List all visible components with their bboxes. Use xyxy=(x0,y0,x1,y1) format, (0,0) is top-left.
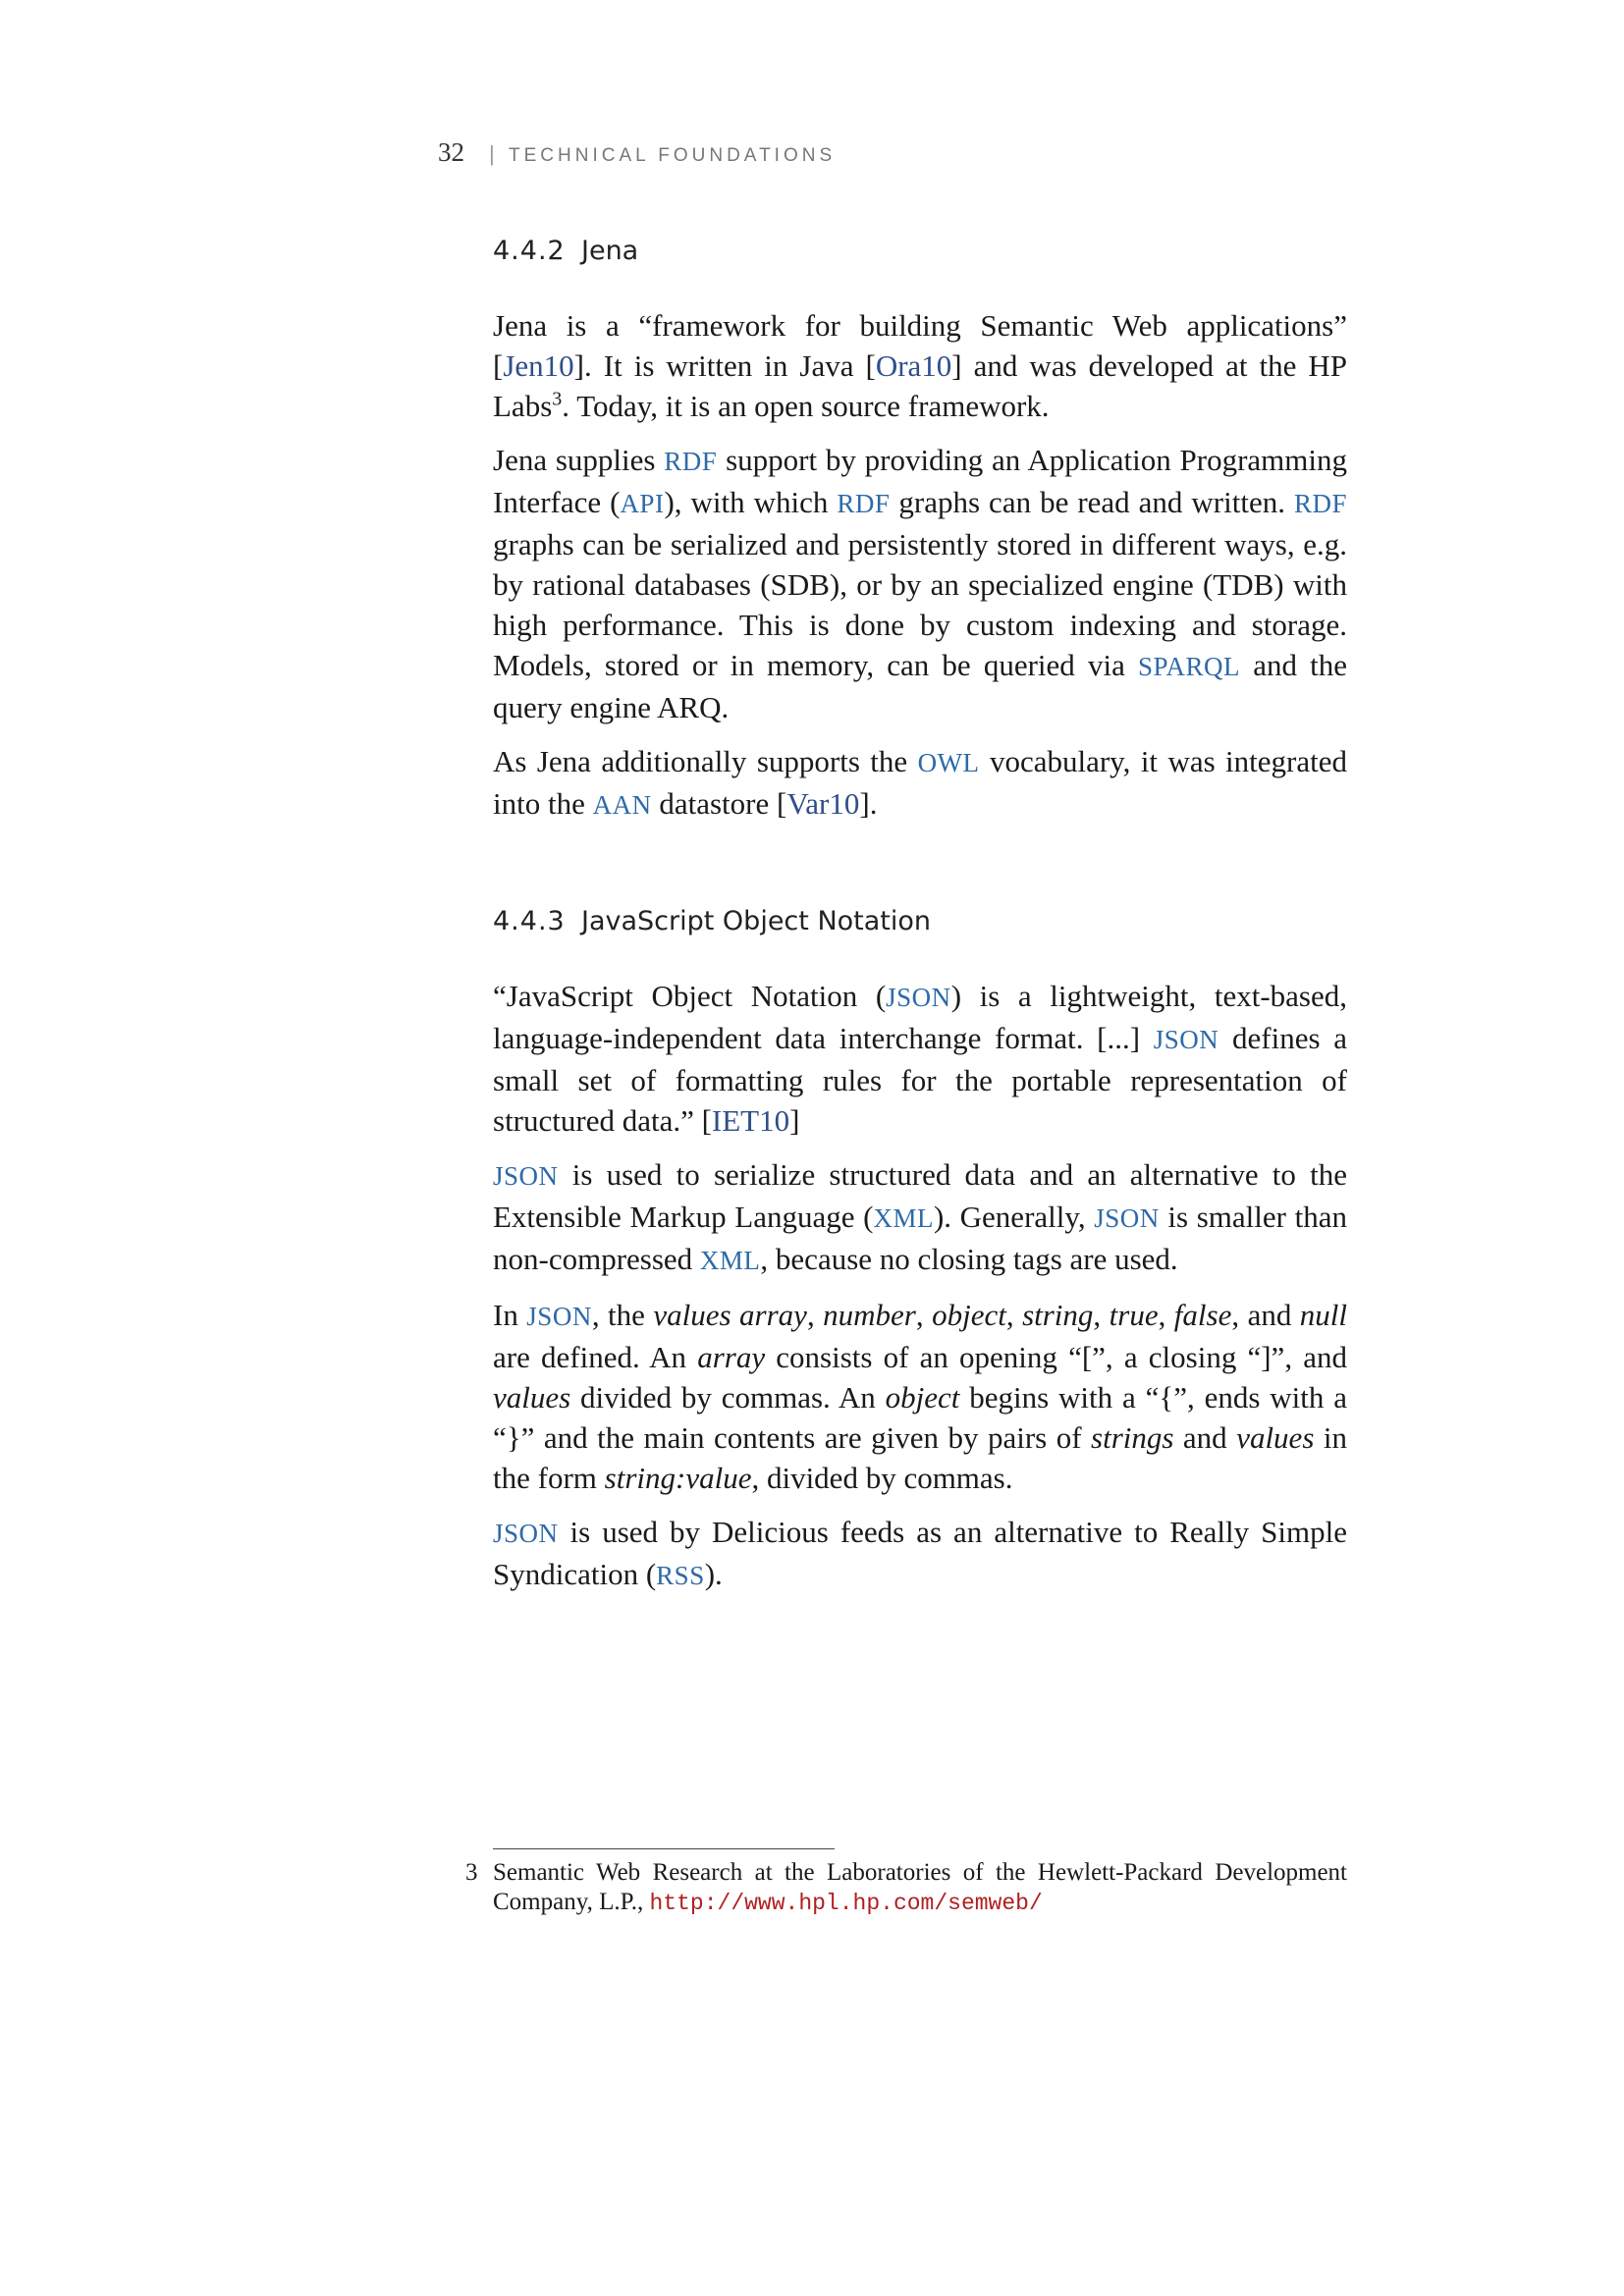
citation-link[interactable]: Jen10 xyxy=(503,348,574,383)
section-title: JavaScript Object Notation xyxy=(581,906,932,936)
paragraph: In JSON, the values array, number, object, string, true, false, and null are defined. An array consists of an opening “[”, a closing “]”, and values divided by commas. An object begins with a “{”, ends with a “}” and the main contents are given by pairs of strings and values in the form string:value, divided by commas. xyxy=(493,1298,1348,1495)
acronym-link[interactable]: JSON xyxy=(493,1519,559,1548)
citation-link[interactable]: Var10 xyxy=(786,786,860,821)
paragraph: As Jena additionally supports the OWL vocabulary, it was integrated into the AAN datastore [Var10]. xyxy=(493,744,1347,821)
footnote-text: Semantic Web Research at the Laboratories of the Hewlett-Packard Development Company, L.P., xyxy=(493,1859,1347,1915)
acronym-link[interactable]: JSON xyxy=(1094,1203,1160,1233)
acronym-link[interactable]: AAN xyxy=(592,790,652,820)
section-title: Jena xyxy=(581,236,639,266)
footnote-url[interactable]: http://www.hpl.hp.com/semweb/ xyxy=(649,1891,1043,1916)
paragraph: Jena supplies RDF support by providing an Application Programming Interface (API), with which RDF graphs can be read and written. RDF graphs can be serialized and persistently stored in different ways, e.g. by rational databases (SDB), or by an specialized engine (TDB) with high performance. This is done by custom indexing and storage. Models, stored or in memory, can be queried via SPARQL and the query engine ARQ. xyxy=(493,443,1347,724)
section-heading-json xyxy=(493,906,1347,936)
acronym-link[interactable]: RDF xyxy=(837,489,891,518)
footnote-body xyxy=(493,1858,1347,1918)
page-number: 32 xyxy=(438,137,464,167)
running-head xyxy=(438,137,1420,177)
footnote-mark: 3 xyxy=(465,1859,478,1886)
page-body xyxy=(493,226,1347,1596)
paragraph: Jena is a “framework for building Semantic Web applications” [Jen10]. It is written in Java [Ora10] and was developed at the HP Labs$^3$. Today, it is an open source framework. xyxy=(493,308,1347,423)
paragraph: JSON is used to serialize structured data and an alternative to the Extensible Markup Language (XML). Generally, JSON is smaller than non-compressed XML, because no closing tags are used. xyxy=(493,1157,1347,1276)
acronym-link[interactable]: JSON xyxy=(526,1302,592,1331)
acronym-link[interactable]: RDF xyxy=(664,447,718,476)
section-number: 4.4.2 xyxy=(493,236,566,266)
footnote-ref[interactable]: 3 xyxy=(552,388,563,410)
acronym-link[interactable]: RSS xyxy=(656,1561,705,1590)
acronym-link[interactable]: JSON xyxy=(886,983,951,1012)
citation-link[interactable]: IET10 xyxy=(711,1103,790,1138)
acronym-link[interactable]: API xyxy=(620,489,665,518)
acronym-link[interactable]: OWL xyxy=(917,748,980,777)
acronym-link[interactable]: JSON xyxy=(1153,1025,1219,1054)
section-number: 4.4.3 xyxy=(493,906,566,936)
acronym-link[interactable]: XML xyxy=(699,1246,761,1275)
footnote xyxy=(465,1858,1347,1918)
paragraph: “JavaScript Object Notation (JSON) is a lightweight, text-based, language-independent data interchange format. [...] JSON defines a small set of formatting rules for the portable representation of structured data.” [IET10] xyxy=(493,979,1347,1138)
acronym-link[interactable]: JSON xyxy=(493,1161,559,1191)
paragraph: JSON is used by Delicious feeds as an alternative to Really Simple Syndication (RSS). xyxy=(493,1515,1347,1591)
section-heading-jena xyxy=(493,236,1347,266)
footnote-rule xyxy=(493,1848,835,1849)
header-separator: | xyxy=(489,141,495,166)
acronym-link[interactable]: RDF xyxy=(1293,489,1347,518)
acronym-link[interactable]: XML xyxy=(873,1203,934,1233)
citation-link[interactable]: Ora10 xyxy=(875,348,952,383)
running-title: TECHNICAL FOUNDATIONS xyxy=(509,145,837,166)
acronym-link[interactable]: SPARQL xyxy=(1137,652,1241,681)
